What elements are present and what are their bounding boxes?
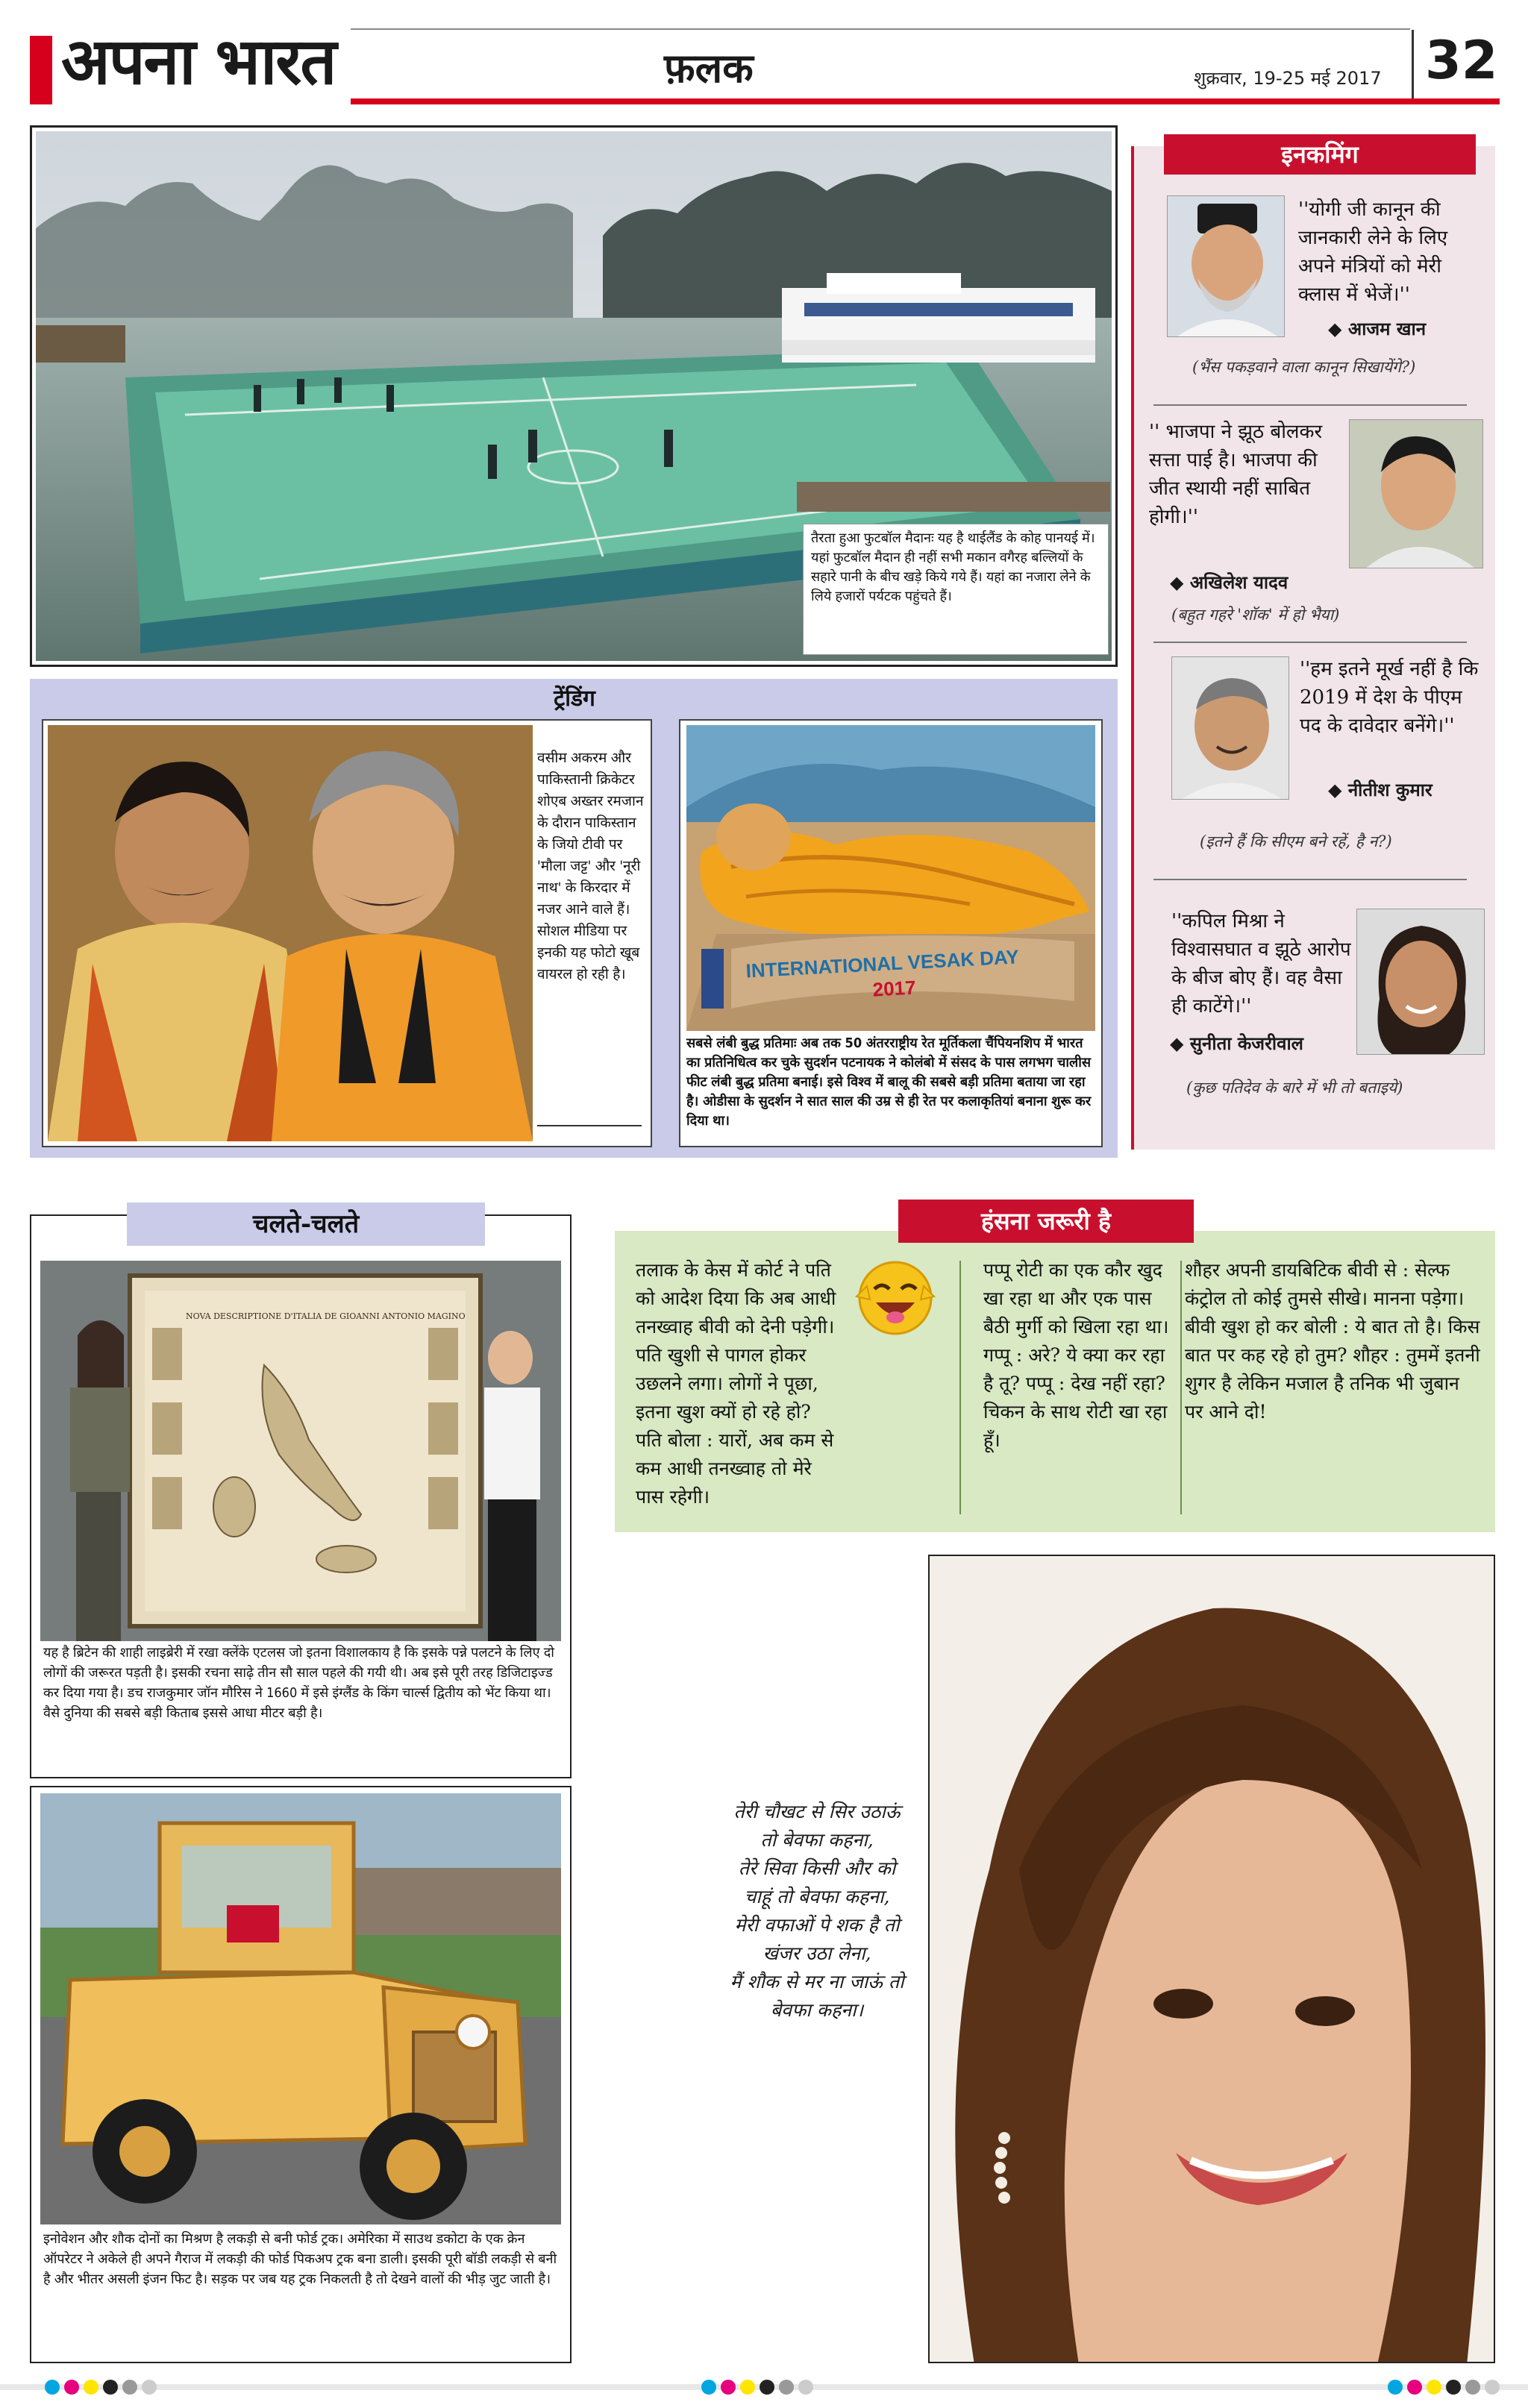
poem-line: तेरे सिवा किसी और को xyxy=(738,1857,896,1879)
masthead-top-rule xyxy=(351,28,1410,30)
wooden-truck-photo xyxy=(40,1793,561,2224)
joke-divider-2 xyxy=(1180,1261,1182,1514)
issue-date: शुक्रवार, 19-25 मई 2017 xyxy=(1194,68,1382,89)
incoming-quote-4: ''कपिल मिश्रा ने विश्वासघात व झूठे आरोप के बीज बोए हैं। वह वैसा ही काटेंगे।'' xyxy=(1171,910,1351,1018)
incoming-title: इनकमिंग xyxy=(1164,134,1476,175)
akhilesh-yadav-photo xyxy=(1349,419,1483,568)
cricketers-caption: वसीम अकरम और पाकिस्तानी क्रिकेटर शोएब अख्तर रमजान के दौरान पाकिस्तान के जियो टीवी पर 'मौला जट्ट' और 'नूरी नाथ' के किरदार में नजर आने वाले हैं। सोशल मीडिया पर इनकी यह फोटो खूब वायरल हो रही है। xyxy=(537,750,644,982)
cricketers-costume-photo xyxy=(48,725,533,1141)
truck-caption: इनोवेशन और शौक दोनों का मिश्रण है लकड़ी से बनी फोर्ड ट्रक। अमेरिका में साउथ डकोटा के एक क्रेन ऑपरेटर ने अकेले ही अपने गैराज में लकड़ी की फोर्ड पिकअप ट्रक बना डाली। इसकी पूरी बॉडी लकड़ी से बनी है और भीतर असली इंजन फिट है। सड़क पर जब यह ट्रक निकलती है तो देखने वालों की भीड़ जुट जाती है। xyxy=(43,2231,557,2287)
joke-1: तलाक के केस में कोर्ट ने पति को आदेश दिया कि अब आधी तनख्वाह बीवी को देनी पड़ेगी। पति खुशी से पागल होकर उछलने लगा। लोगों ने पूछा, इतना खुश क्यों हो रहे हो? पति बोला : यारों, अब कम से कम आधी तनख्वाह तो मेरे पास रहेगी। xyxy=(636,1259,836,1508)
incoming-note-4: (कुछ पतिदेव के बारे में भी तो बताइये) xyxy=(1186,1079,1403,1097)
color-registration-dots-left xyxy=(45,2380,157,2395)
incoming-quote-2: '' भाजपा ने झूठ बोलकर सत्ता पाई है। भाजपा की जीत स्थायी नहीं साबित होगी।'' xyxy=(1149,421,1323,528)
atlas-title-text: NOVA DESCRIPTIONE D'ITALIA DE GIOANNI ANTONIO MAGINO xyxy=(186,1311,466,1321)
lead-photo-caption: तैरता हुआ फुटबॉल मैदानः यह है थाईलैंड के कोह पानयई में। यहां फुटबॉल मैदान ही नहीं सभी मकान वगैरह बल्लियों के सहारे पानी के बीच खड़े किये गये हैं। यहां का नजारा लेने के लिये हजारों पर्यटक पहुंचते हैं। xyxy=(803,524,1109,655)
sand-sculpture-text: INTERNATIONAL VESAK DAY xyxy=(745,945,1020,982)
poem-line: बेवफा कहना। xyxy=(770,1999,864,2021)
sand-buddha-caption: सबसे लंबी बुद्ध प्रतिमाः अब तक 50 अंतरराष्ट्रीय रेत मूर्तिकला चैंपियनशिप में भारत का प्रतिनिधित्व कर चुके सुदर्शन पटनायक ने कोलंबो में संसद के पास लगभग चालीस फीट लंबी बुद्ध प्रतिमा बनाई। इसे विश्व में बालू की सबसे बड़ी प्रतिमा बताया जा रहा है। ओडीसा के सुदर्शन ने सात साल की उम्र से ही रेत पर कलाकृतियां बनाना शुरू कर दिया था। xyxy=(686,1035,1092,1129)
incoming-quote-1: ''योगी जी कानून की जानकारी लेने के लिए अपने मंत्रियों को मेरी क्लास में भेजें।'' xyxy=(1298,198,1448,306)
sunita-kejriwal-photo xyxy=(1356,909,1485,1055)
incoming-note-3: (इतने हैं कि सीएम बने रहें, है न?) xyxy=(1200,833,1392,850)
page-number: 32 xyxy=(1425,30,1498,91)
poem-line: मेरी वफाओं पे शक है तो xyxy=(734,1914,900,1936)
joke-3: शौहर अपनी डायबिटिक बीवी से : सेल्फ कंट्रोल तो कोई तुमसे सीखे। मानना पड़ेगा। बीवी खुश हो कर बोली : ये बात तो है। किस बात पर कह रहे हो तुम? शौहर : तुममें इतनी शुगर है लेकिन मजाल है तनिक भी जुबान पर आने दो! xyxy=(1185,1259,1480,1423)
laughing-emoji-icon xyxy=(851,1253,940,1343)
incoming-note-2: (बहुत गहरे 'शॉक' में हो भैया) xyxy=(1171,606,1340,624)
incoming-divider-1 xyxy=(1153,404,1467,406)
chalte-title: चलते-चलते xyxy=(127,1203,485,1246)
incoming-note-1: (भैंस पकड़वाने वाला कानून सिखायेंगे?) xyxy=(1192,358,1416,376)
poem-line: तो बेवफा कहना, xyxy=(760,1829,874,1851)
incoming-quote-3: ''हम इतने मूर्ख नहीं है कि 2019 में देश के पीएम पद के दावेदार बनेंगे।'' xyxy=(1300,658,1479,737)
paper-name: अपना भारत xyxy=(61,24,336,99)
incoming-name-4: ◆ सुनीता केजरीवाल xyxy=(1170,1032,1303,1054)
masthead-red-rule xyxy=(351,98,1500,104)
nitish-kumar-photo xyxy=(1171,656,1289,800)
caption-end-rule xyxy=(537,1125,642,1126)
incoming-name-1: ◆ आजम खान xyxy=(1328,318,1427,339)
color-registration-dots-right xyxy=(1388,2380,1500,2395)
poem-line: मैं शौक से मर ना जाऊं तो xyxy=(730,1971,904,1992)
poem-line: तेरी चौखट से सिर उठाऊं xyxy=(733,1801,901,1822)
atlas-caption: यह है ब्रिटेन की शाही लाइब्रेरी में रखा क्लेंके एटलस जो इतना विशालकाय है कि इसके पन्ने पलटने के लिए दो लोगों की जरूरत पड़ती है। इसकी रचना साढ़े तीन सौ साल पहले की गयी थी। अब इसे पूरी तरह डिजिटाइज्ड कर दिया गया है। डच राजकुमार जॉन मौरिस ने 1660 में इसे इंग्लैंड के किंग चार्ल्स द्वितीय को भेंट किया था। वैसे दुनिया की सबसे बड़ी किताब इससे आधा मीटर बड़ी है। xyxy=(43,1645,554,1721)
azam-khan-photo xyxy=(1167,195,1285,337)
poem xyxy=(671,1798,962,2025)
incoming-divider-2 xyxy=(1153,642,1467,643)
joke-2: पप्पू रोटी का एक कौर खुद खा रहा था और एक पास बैठी मुर्गी को खिला रहा था। गप्पू : अरे? ये क्या कर रहा है तू? पप्पू : देख नहीं रहा? चिकन के साथ रोटी खा रहा हूँ। xyxy=(983,1259,1169,1451)
laughter-title: हंसना जरूरी है xyxy=(898,1200,1194,1243)
incoming-divider-3 xyxy=(1153,879,1467,880)
color-registration-dots-center xyxy=(701,2380,813,2395)
poem-line: खंजर उठा लेना, xyxy=(763,1943,871,1964)
masthead-accent-bar xyxy=(30,36,52,104)
incoming-name-3: ◆ नीतीश कुमार xyxy=(1328,779,1432,800)
giant-atlas-photo xyxy=(40,1261,561,1641)
poem-line: चाहूं तो बेवफा कहना, xyxy=(744,1886,890,1907)
trending-title: ट्रेंडिंग xyxy=(433,682,716,716)
page-number-separator xyxy=(1412,30,1414,98)
svg-text:2017: 2017 xyxy=(871,976,917,1001)
woman-portrait-photo xyxy=(928,1555,1495,2363)
incoming-name-2: ◆ अखिलेश यादव xyxy=(1170,571,1289,593)
sand-buddha-photo xyxy=(686,725,1095,1031)
joke-divider-1 xyxy=(959,1261,961,1514)
section-name: फ़लक xyxy=(664,44,754,92)
